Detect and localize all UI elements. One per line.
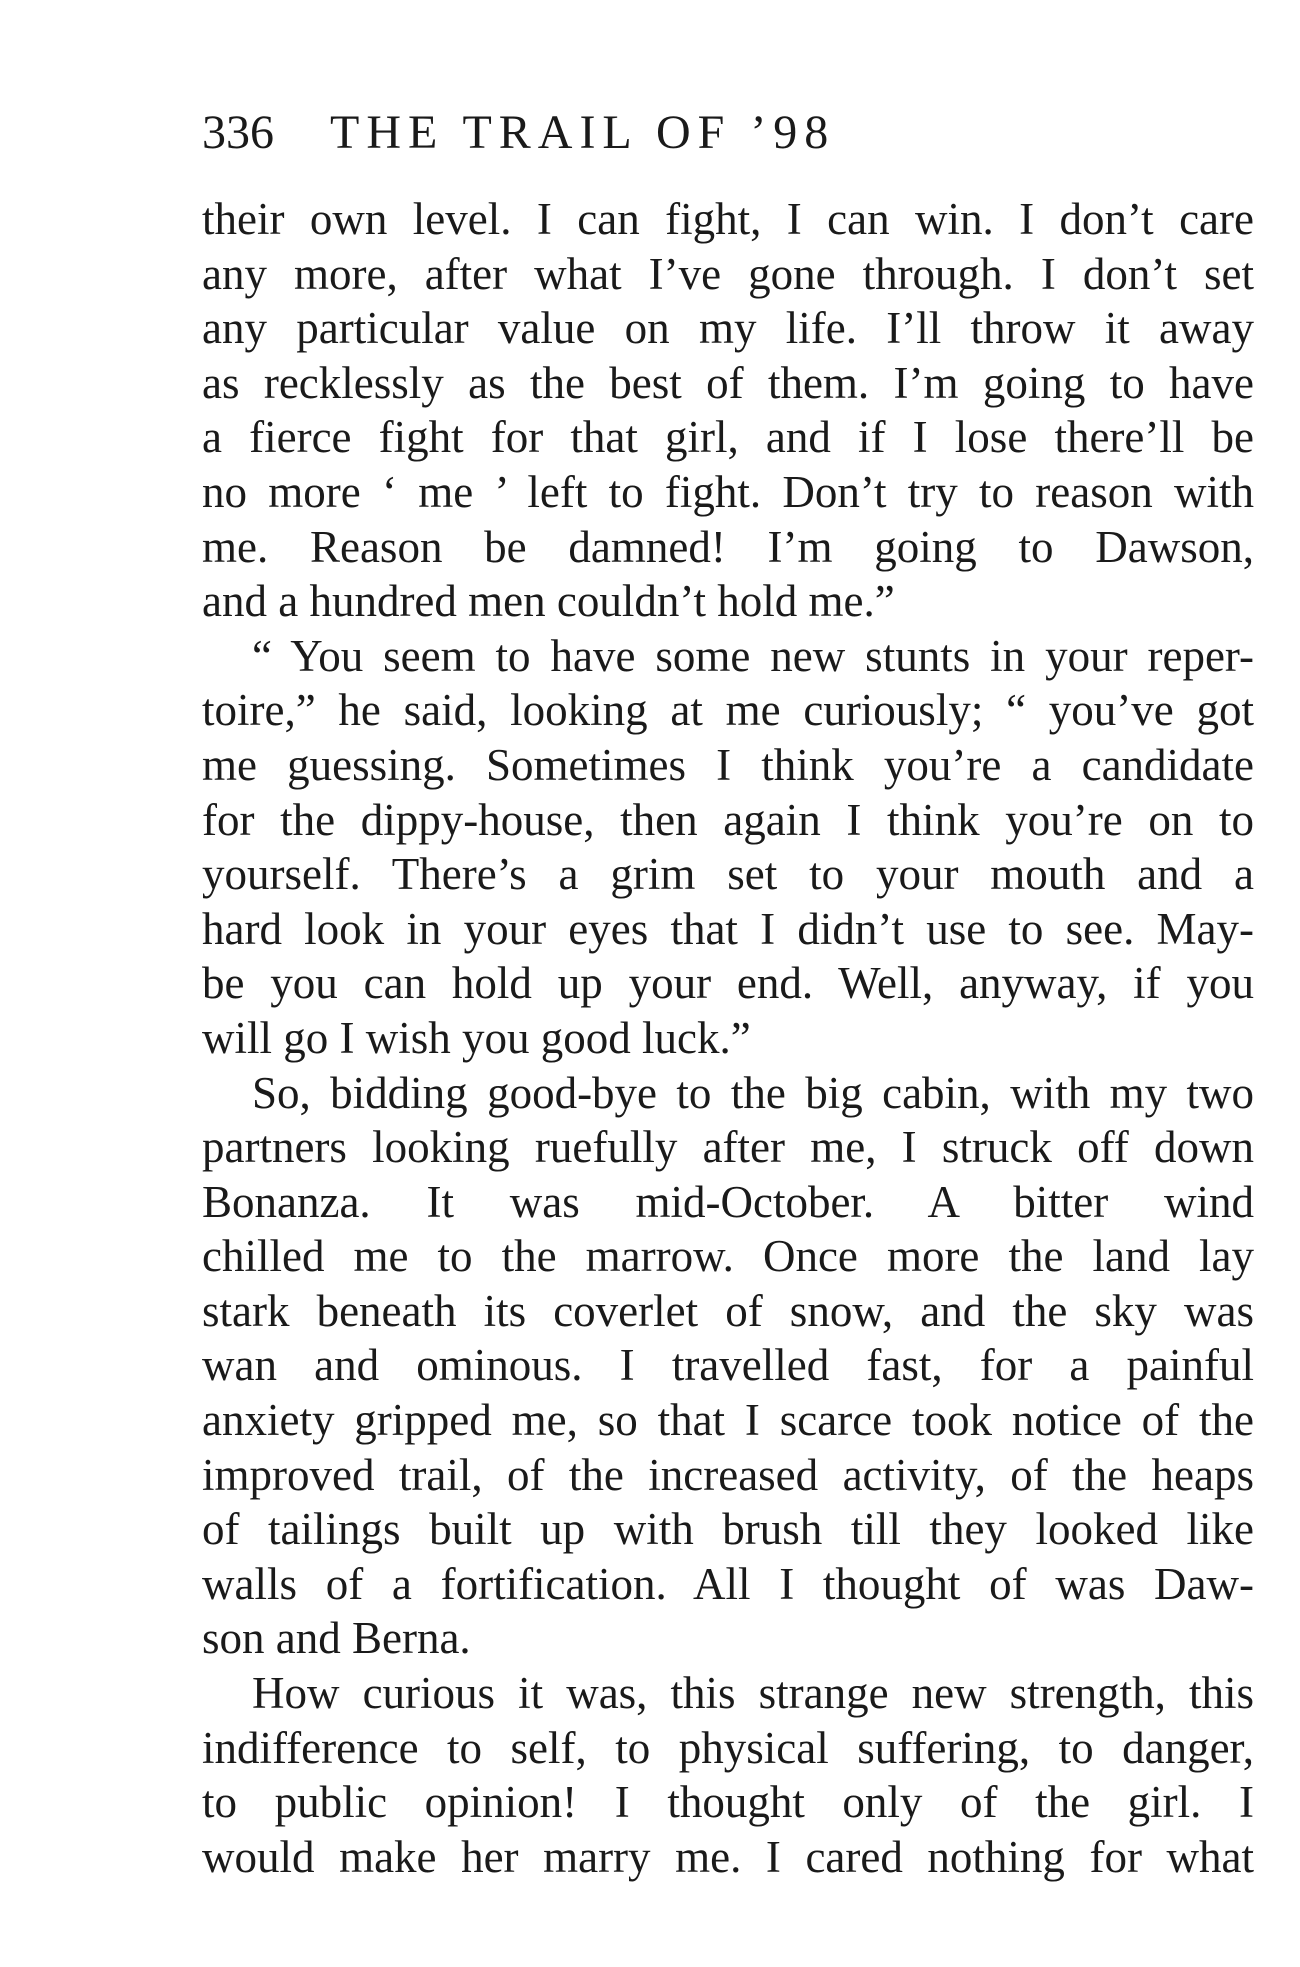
text-line: of tailings built up with brush till they looked like bbox=[202, 1504, 1254, 1555]
text-line: as recklessly as the best of them. I’m going to have bbox=[202, 357, 1254, 408]
text-line: anxiety gripped me, so that I scarce took notice of the bbox=[202, 1395, 1254, 1446]
text-line: any particular value on my life. I’ll throw it away bbox=[202, 303, 1254, 354]
text-line: improved trail, of the increased activity, of the heaps bbox=[202, 1449, 1254, 1500]
text-line: So, bidding good-bye to the big cabin, with my two bbox=[252, 1067, 1254, 1118]
text-line: their own level. I can fight, I can win. I don’t care bbox=[202, 194, 1254, 244]
body-text bbox=[202, 192, 1254, 1884]
text-line: chilled me to the marrow. Once more the land lay bbox=[202, 1231, 1254, 1282]
text-line: “ You seem to have some new stunts in your reper- bbox=[252, 630, 1254, 681]
text-line: and a hundred men couldn’t hold me.” bbox=[202, 576, 895, 627]
text-line: will go I wish you good luck.” bbox=[202, 1012, 751, 1063]
text-line: me guessing. Sometimes I think you’re a candidate bbox=[202, 739, 1254, 790]
text-line: to public opinion! I thought only of the girl. I bbox=[202, 1777, 1254, 1828]
text-line: toire,” he said, looking at me curiously; “ you’ve got bbox=[202, 685, 1254, 736]
text-line: me. Reason be damned! I’m going to Dawson, bbox=[202, 521, 1254, 572]
text-line: any more, after what I’ve gone through. I don’t set bbox=[202, 248, 1254, 299]
text-line: no more ‘ me ’ left to fight. Don’t try to reason with bbox=[202, 466, 1254, 517]
text-line: walls of a fortification. All I thought of was Daw- bbox=[202, 1558, 1254, 1609]
text-line: How curious it was, this strange new strength, this bbox=[252, 1668, 1254, 1719]
text-line: stark beneath its coverlet of snow, and the sky was bbox=[202, 1285, 1254, 1336]
page-number: 336 bbox=[202, 106, 274, 159]
text-line: a fierce fight for that girl, and if I lose there’ll be bbox=[202, 412, 1254, 463]
text-line: be you can hold up your end. Well, anyway, if you bbox=[202, 958, 1254, 1009]
text-line: Bonanza. It was mid-October. A bitter wind bbox=[202, 1176, 1254, 1227]
text-line: hard look in your eyes that I didn’t use to see. May- bbox=[202, 903, 1254, 954]
book-title: THE TRAIL OF ’98 bbox=[330, 106, 836, 159]
text-line: partners looking ruefully after me, I struck off down bbox=[202, 1122, 1254, 1173]
text-line: wan and ominous. I travelled fast, for a painful bbox=[202, 1340, 1254, 1391]
text-line: for the dippy-house, then again I think you’re on to bbox=[202, 794, 1254, 845]
text-line: indifference to self, to physical suffering, to danger, bbox=[202, 1722, 1254, 1773]
running-head bbox=[202, 98, 1262, 168]
text-line: son and Berna. bbox=[202, 1613, 471, 1664]
text-line: would make her marry me. I cared nothing for what bbox=[202, 1831, 1254, 1882]
text-line: yourself. There’s a grim set to your mouth and a bbox=[202, 849, 1254, 900]
